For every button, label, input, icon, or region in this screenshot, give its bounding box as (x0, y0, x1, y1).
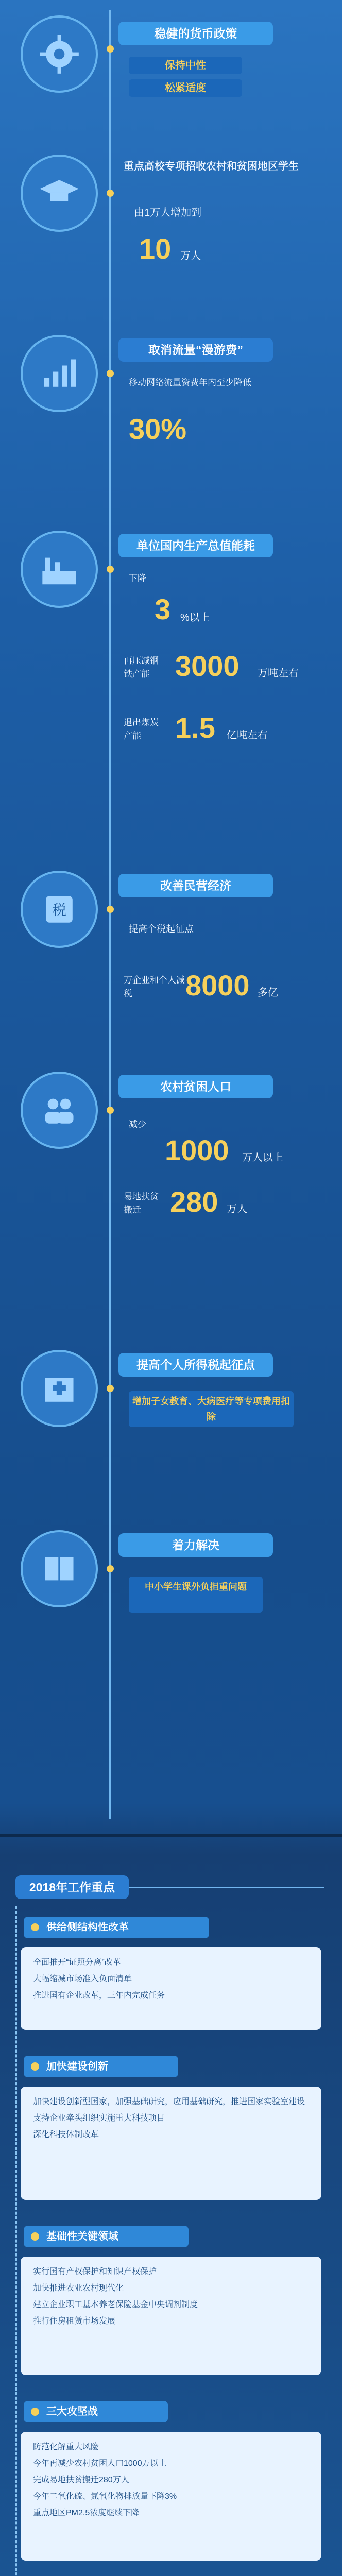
topic-line: 完成易地扶贫搬迁280万人 (33, 2476, 129, 2484)
topic-card (21, 2087, 321, 2200)
timeline-dot (107, 566, 114, 573)
timeline-line-mid (15, 1906, 17, 2576)
topic-card (21, 2257, 321, 2375)
svg-text:税: 税 (52, 902, 66, 919)
graduation-cap-icon (21, 155, 98, 232)
topic-title (24, 2056, 178, 2077)
metric-label: 由1万人增加到 (134, 207, 202, 218)
timeline-dot (107, 370, 114, 377)
timeline-dot (107, 1565, 114, 1572)
timeline-line-top (109, 10, 111, 1819)
metric-value: 1000 (165, 1134, 229, 1166)
topic-card (21, 1947, 321, 2030)
topic-line: 加快建设创新型国家，加强基础研究，应用基础研究，推进国家实验室建设 (33, 2097, 305, 2106)
metric-unit: 万人以上 (242, 1152, 283, 1163)
metric-unit: %以上 (180, 612, 210, 623)
section-heading: 2018年工作重点 (15, 1875, 129, 1899)
topic-line: 深化科技体制改革 (33, 2130, 99, 2139)
metric-value: 1.5 (175, 711, 215, 744)
topic-line: 推进国有企业改革，三年内完成任务 (33, 1991, 165, 2000)
policy-title: 着力解决 (118, 1533, 273, 1557)
metric-label: 减少 (129, 1120, 146, 1129)
policy-sub: 保持中性 (129, 57, 242, 74)
topic-title-text: 三大攻坚战 (46, 2406, 98, 2417)
topic-line: 今年二氧化硫、氮氧化物排放量下降3% (33, 2492, 177, 2501)
metric-value: 3 (155, 593, 171, 625)
policy-desc: 移动网络流量资费年内至少降低 (129, 378, 251, 387)
metric-unit: 亿吨左右 (227, 730, 268, 741)
topic-bullet (31, 1923, 39, 1931)
topic-title (24, 2226, 189, 2247)
policy-title: 改善民营经济 (118, 874, 273, 897)
policy-desc: 中小学生课外负担重问题 (129, 1577, 263, 1613)
metric-value: 8000 (185, 969, 250, 1002)
topic-title-text: 加快建设创新 (46, 2061, 108, 2072)
policy-title: 重点高校专项招收农村和贫困地区学生 (124, 161, 299, 172)
topic-line: 建立企业职工基本养老保险基金中央调剂制度 (33, 2300, 198, 2309)
topic-title (24, 2401, 168, 2422)
topic-bullet (31, 2232, 39, 2241)
topic-line: 实行国有产权保护和知识产权保护 (33, 2267, 157, 2276)
policy-title: 取消流量“漫游费” (118, 338, 273, 362)
timeline-dot (107, 1107, 114, 1114)
gear-icon (21, 15, 98, 93)
timeline-dot (107, 190, 114, 197)
timeline-dot (107, 906, 114, 913)
timeline-dot (107, 1385, 114, 1392)
policy-title: 农村贫困人口 (118, 1075, 273, 1098)
metric-value: 280 (170, 1185, 218, 1218)
topic-card (21, 2432, 321, 2561)
topic-line: 推行住房租赁市场发展 (33, 2317, 116, 2326)
metric-unit: 万人 (227, 1204, 247, 1215)
topic-line: 全面推开“证照分离”改革 (33, 1958, 121, 1967)
topic-line: 支持企业牵头组织实施重大科技项目 (33, 2114, 165, 2123)
topic-line: 重点地区PM2.5浓度继续下降 (33, 2509, 140, 2517)
topic-title-text: 基础性关键领域 (46, 2231, 118, 2242)
timeline-dot (107, 45, 114, 53)
policy-title: 提高个人所得税起征点 (118, 1353, 273, 1377)
metric-label: 易地扶贫搬迁 (124, 1192, 159, 1215)
topic-line: 大幅缩减市场准入负面清单 (33, 1975, 132, 1984)
metric-label: 下降 (129, 573, 146, 583)
topic-title-text: 供给侧结构性改革 (46, 1922, 129, 1933)
topic-line: 今年再减少农村贫困人口1000万以上 (33, 2459, 167, 2468)
section-line (129, 1887, 324, 1888)
topic-line: 防范化解重大风险 (33, 2443, 99, 2451)
people-icon (21, 1072, 98, 1149)
metric-unit: 万人 (180, 250, 201, 262)
topic-line: 加快推进农业农村现代化 (33, 2284, 124, 2293)
metric-label: 退出煤炭产能 (124, 718, 159, 741)
metric-label: 再压减钢铁产能 (124, 656, 159, 679)
metric-unit: 万吨左右 (258, 668, 299, 679)
policy-desc: 提高个税起征点 (129, 924, 194, 934)
topic-bullet (31, 2408, 39, 2416)
section-divider (0, 1834, 342, 1837)
metric-value: 30% (129, 413, 187, 445)
metric-value: 3000 (175, 650, 240, 682)
metric-value: 10 (139, 232, 172, 265)
signal-icon (21, 335, 98, 412)
topic-title (24, 1917, 209, 1938)
factory-icon (21, 531, 98, 608)
tax-icon (21, 871, 98, 948)
policy-title: 稳健的货币政策 (118, 22, 273, 45)
policy-sub: 松紧适度 (129, 79, 242, 97)
book-icon (21, 1530, 98, 1607)
metric-label: 万企业和个人减税 (124, 975, 185, 998)
metric-unit: 多亿 (258, 987, 278, 998)
topic-bullet (31, 2062, 39, 2071)
hospital-icon (21, 1350, 98, 1427)
policy-desc: 增加子女教育、大病医疗等专项费用扣除 (129, 1391, 294, 1427)
policy-title: 单位国内生产总值能耗 (118, 534, 273, 557)
